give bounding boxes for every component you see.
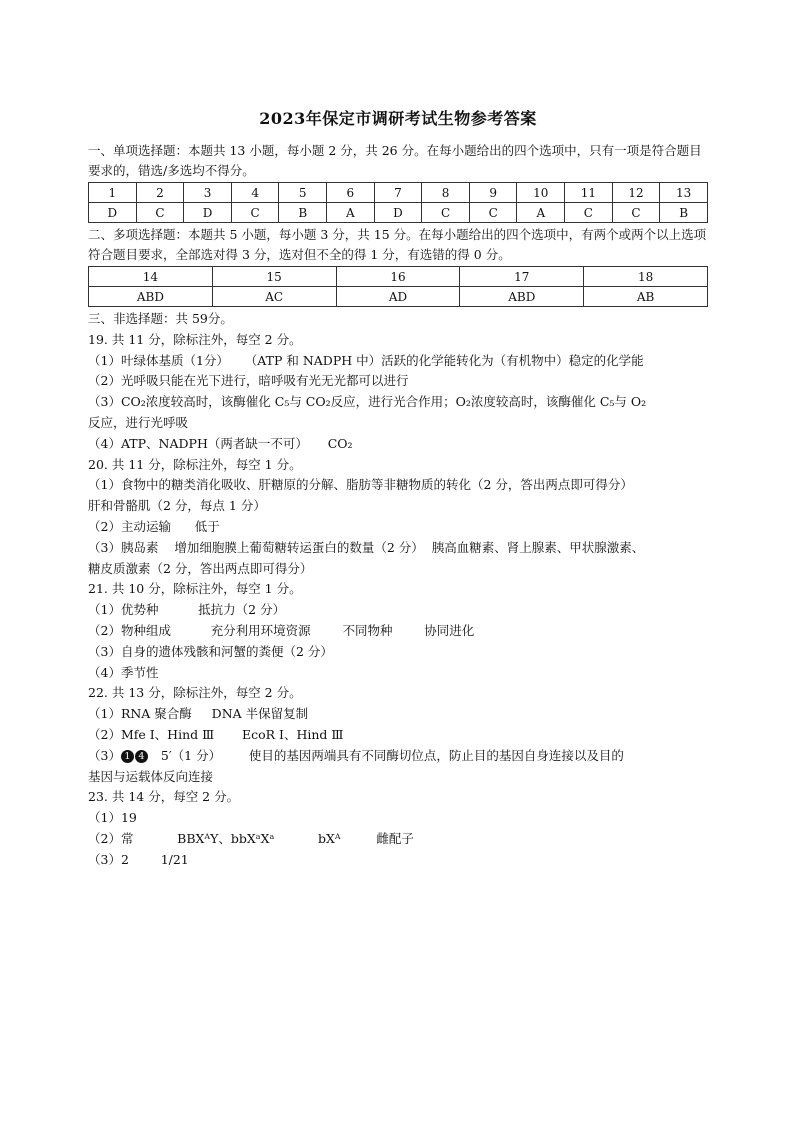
table-cell-answer: D	[184, 203, 232, 223]
table-cell-answer: B	[279, 203, 327, 223]
answer-sheet	[88, 106, 708, 871]
table-cell-answer: C	[136, 203, 184, 223]
table-cell-number: 3	[184, 183, 232, 203]
table-cell-answer: AC	[212, 287, 336, 307]
table-cell-number: 14	[89, 267, 213, 287]
table-cell-number: 6	[327, 183, 375, 203]
q22-3-line	[88, 746, 708, 767]
answer-line: （4）季节性	[88, 664, 159, 680]
table-cell-answer: B	[660, 203, 708, 223]
q22-3-prefix: （3）	[88, 747, 121, 763]
section1-intro: 一、单项选择题：本题共 13 小题，每小题 2 分，共 26 分。在每小题给出的四个选项中，只有一项是符合题目要求的，错选/多选均不得分。	[88, 143, 702, 178]
answer-line: 20. 共 11 分，除标注外，每空 1 分。	[88, 456, 302, 472]
table-cell-answer: AD	[336, 287, 460, 307]
single-choice-table	[88, 182, 708, 223]
circled-number: 4	[135, 750, 148, 763]
table-cell-answer: C	[565, 203, 613, 223]
table-cell-answer: C	[231, 203, 279, 223]
section2-intro: 二、多项选择题：本题共 5 小题，每小题 3 分，共 15 分。在每小题给出的四个选项中，有两个或两个以上选项符合题目要求，全部选对得 3 分，选对但不全的得 1 分，有选错的得 0 分。	[88, 227, 707, 262]
table-cell-number: 13	[660, 183, 708, 203]
answer-line: （2）Mfe Ⅰ、Hind Ⅲ EcoR Ⅰ、Hind Ⅲ	[88, 726, 344, 742]
page-title: 2023年保定市调研考试生物参考答案	[259, 109, 537, 128]
table-cell-number: 9	[469, 183, 517, 203]
table-row-numbers	[89, 183, 708, 203]
table-cell-number: 15	[212, 267, 336, 287]
answer-line: （1）优势种 抵抗力（2 分）	[88, 602, 286, 618]
answer-line: （2）常 BBXᴬY、bbXᵃXᵃ bXᴬ 雌配子	[88, 830, 414, 846]
table-cell-number: 4	[231, 183, 279, 203]
section3-lines-2	[88, 767, 708, 871]
table-cell-number: 2	[136, 183, 184, 203]
table-cell-number: 16	[336, 267, 460, 287]
answer-line: （3）自身的遗体残骸和河蟹的粪便（2 分）	[88, 643, 333, 659]
answer-line: 反应，进行光呼吸	[88, 414, 189, 430]
answer-line: 19. 共 11 分，除标注外，每空 2 分。	[88, 331, 302, 347]
table-cell-answer: ABD	[89, 287, 213, 307]
table-cell-number: 1	[89, 183, 137, 203]
table-cell-answer: AB	[584, 287, 708, 307]
answer-line: （1）RNA 聚合酶 DNA 半保留复制	[88, 706, 309, 722]
answer-line: （3）CO₂浓度较高时，该酶催化 C₅与 CO₂反应，进行光合作用；O₂浓度较高时，该酶催化 C₅与 O₂	[88, 394, 647, 410]
table-cell-answer: D	[374, 203, 422, 223]
table-cell-answer: C	[469, 203, 517, 223]
table-cell-answer: C	[612, 203, 660, 223]
table-cell-answer: ABD	[460, 287, 584, 307]
answer-line: （1）叶绿体基质（1分） （ATP 和 NADPH 中）活跃的化学能转化为（有机物中）稳定的化学能	[88, 352, 644, 368]
table-cell-number: 17	[460, 267, 584, 287]
answer-line: 21. 共 10 分，除标注外，每空 1 分。	[88, 581, 302, 597]
answer-line: （2）光呼吸只能在光下进行，暗呼吸有光无光都可以进行	[88, 373, 409, 389]
table-row-answers	[89, 203, 708, 223]
table-cell-number: 18	[584, 267, 708, 287]
answer-line: 23. 共 14 分，每空 2 分。	[88, 789, 240, 805]
answer-line: （4）ATP、NADPH（两者缺一不可） CO₂	[88, 435, 353, 451]
answer-line: （2）物种组成 充分利用环境资源 不同物种 协同进化	[88, 622, 475, 638]
answer-line: （2）主动运输 低于	[88, 518, 220, 534]
answer-line: 糖皮质激素（2 分，答出两点即可得分）	[88, 560, 313, 576]
multi-choice-table	[88, 266, 708, 307]
table-cell-number: 10	[517, 183, 565, 203]
table-cell-number: 7	[374, 183, 422, 203]
circled-number: 1	[121, 750, 134, 763]
table-cell-number: 12	[612, 183, 660, 203]
answer-line: 肝和骨骼肌（2 分，每点 1 分）	[88, 498, 266, 514]
answer-line: 22. 共 13 分，除标注外，每空 2 分。	[88, 685, 302, 701]
answer-line: （3）2 1/21	[88, 851, 189, 867]
q22-3-rest: 5′（1 分） 使目的基因两端具有不同酶切位点，防止目的基因自身连接以及目的	[148, 747, 624, 763]
table-row-numbers	[89, 267, 708, 287]
table-cell-number: 5	[279, 183, 327, 203]
answer-line: （1）19	[88, 810, 137, 826]
table-cell-answer: A	[517, 203, 565, 223]
section3-lines	[88, 330, 708, 746]
answer-line: 基因与运载体反向连接	[88, 768, 214, 784]
table-cell-number: 8	[422, 183, 470, 203]
table-cell-answer: D	[89, 203, 137, 223]
answer-line: （1）食物中的糖类消化吸收、肝糖原的分解、脂肪等非糖物质的转化（2 分，答出两点即可得分）	[88, 477, 633, 493]
table-row-answers	[89, 287, 708, 307]
table-cell-number: 11	[565, 183, 613, 203]
answer-line: （3）胰岛素 增加细胞膜上葡萄糖转运蛋白的数量（2 分） 胰高血糖素、肾上腺素、甲状腺激素、	[88, 539, 645, 555]
table-cell-answer: A	[327, 203, 375, 223]
section3-intro: 三、非选择题：共 59分。	[88, 311, 233, 326]
table-cell-answer: C	[422, 203, 470, 223]
